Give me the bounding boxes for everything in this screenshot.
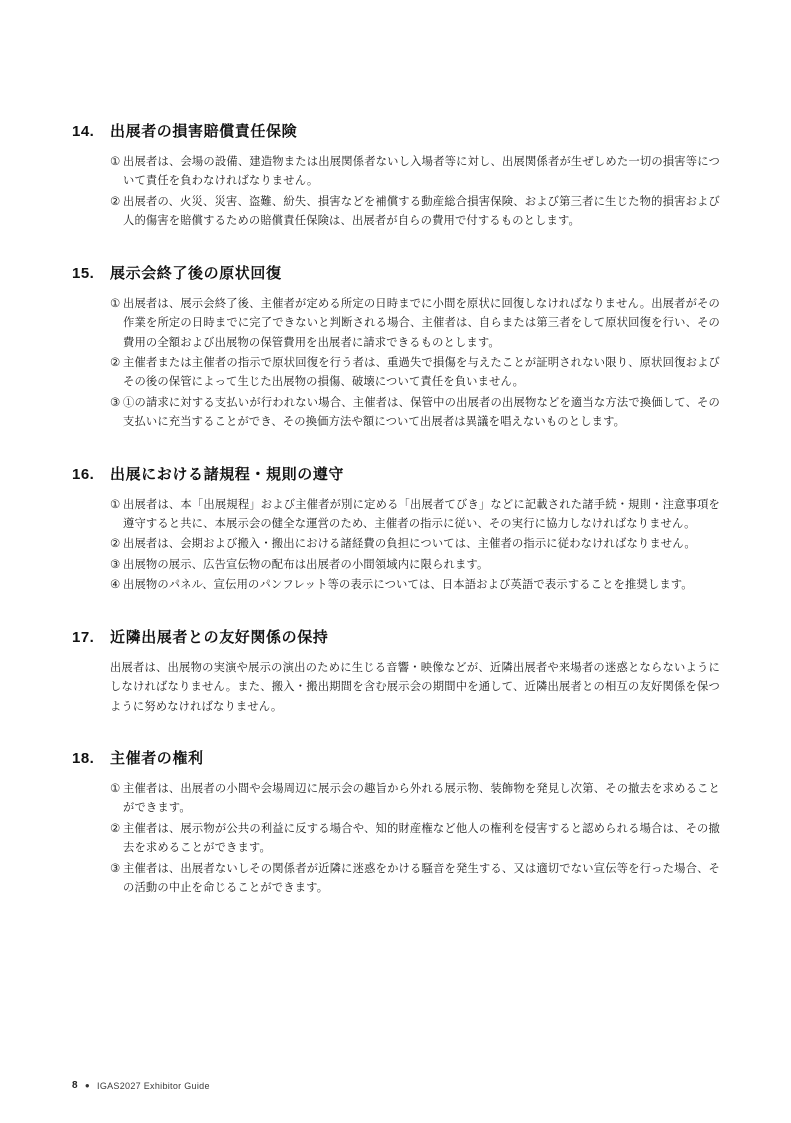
paragraph	[110, 153, 720, 192]
paragraph	[110, 780, 720, 819]
section-title: 出展者の損害賠償責任保険	[110, 123, 298, 140]
section-number: 14.	[72, 123, 95, 140]
paragraph	[110, 860, 720, 899]
paragraph-text: 出展者は、会期および搬入・搬出における諸経費の負担については、主催者の指示に従わなければなりません。	[123, 538, 696, 551]
paragraph	[110, 354, 720, 393]
section-number: 16.	[72, 465, 95, 483]
paragraph	[110, 496, 720, 535]
section-15	[72, 262, 720, 433]
paragraph	[110, 535, 720, 554]
section-title: 出展における諸規程・規則の遵守	[110, 465, 345, 483]
section-heading	[72, 463, 720, 484]
section-heading	[72, 747, 720, 768]
section-heading	[72, 120, 720, 141]
paragraph-marker: ②	[110, 356, 121, 369]
paragraph-text: ①の請求に対する支払いが行われない場合、主催者は、保管中の出展者の出展物などを適当な方法で換価して、その支払いに充当することができ、その換価方法や額について出展者は異議を唱えないものとします。	[123, 396, 720, 429]
paragraph-marker: ①	[110, 156, 121, 168]
bullet-icon: ●	[84, 1081, 91, 1090]
section-17	[72, 626, 720, 717]
paragraph	[110, 556, 720, 575]
paragraph-text: 出展物の展示、広告宣伝物の配布は出展者の小間領域内に限られます。	[123, 558, 489, 571]
section-number: 18.	[72, 750, 95, 768]
section-body	[72, 780, 720, 899]
paragraph-text: 主催者は、出展者の小間や会場周辺に展示会の趣旨から外れる展示物、装飾物を発見し次第、その撤去を求めることができます。	[123, 783, 720, 815]
paragraph	[110, 659, 720, 717]
paragraph-text: 出展物のパネル、宣伝用のパンフレット等の表示については、日本語および英語で表示することを推奨します。	[123, 579, 693, 592]
paragraph	[110, 193, 720, 232]
section-number: 17.	[72, 628, 95, 646]
section-number: 15.	[72, 264, 95, 282]
paragraph	[110, 576, 720, 595]
paragraph-text: 出展者の、火災、災害、盗難、紛失、損害などを補償する動産総合損害保険、および第三者に生じた物的損害および人的傷害を賠償するための賠償責任保険は、出展者が自らの費用で付するものとします。	[123, 195, 720, 228]
paragraph-text: 出展者は、展示会終了後、主催者が定める所定の日時までに小間を原状に回復しなければなりません。出展者がその作業を所定の日時までに完了できないと判断される場合、主催者は、自らまたは第三者をして原状回復を行い、その費用の全額および出展物の保管費用を出展者に請求できるものとします。	[123, 297, 720, 349]
paragraph-marker: ②	[110, 822, 121, 835]
section-14	[72, 120, 720, 232]
paragraph-text: 出展者は、出展物の実演や展示の演出のために生じる音響・映像などが、近隣出展者や来場者の迷惑とならないようにしなければなりません。また、搬入・搬出期間を含む展示会の期間中を通して、近隣出展者との相互の友好関係を保つように努めなければなりません。	[110, 661, 720, 713]
document-content	[72, 120, 720, 899]
section-body	[72, 659, 720, 717]
paragraph-text: 主催者または主催者の指示で原状回復を行う者は、重過失で損傷を与えたことが証明されない限り、原状回復およびその後の保管によって生じた出展物の損傷、破壊について責任を負いません。	[123, 356, 720, 389]
paragraph	[110, 394, 720, 433]
page-footer	[72, 1080, 210, 1091]
paragraph-marker: ③	[110, 862, 121, 875]
paragraph-text: 主催者は、出展者ないしその関係者が近隣に迷惑をかける騒音を発生する、又は適切でない宣伝等を行った場合、その活動の中止を命じることができます。	[123, 862, 720, 895]
footer-text: IGAS2027 Exhibitor Guide	[97, 1080, 210, 1091]
section-16	[72, 463, 720, 596]
paragraph-marker: ①	[110, 498, 121, 511]
section-body	[72, 153, 720, 232]
section-18	[72, 747, 720, 899]
section-title: 主催者の権利	[110, 750, 204, 768]
paragraph-marker: ④	[110, 579, 121, 592]
paragraph-marker: ②	[110, 538, 121, 551]
paragraph-text: 出展者は、会場の設備、建造物または出展関係者ないし入場者等に対し、出展関係者が生ぜしめた一切の損害等について責任を負わなければなりません。	[123, 156, 720, 188]
page-number: 8	[72, 1080, 78, 1091]
section-heading	[72, 626, 720, 647]
section-body	[72, 496, 720, 596]
paragraph-marker: ③	[110, 396, 121, 409]
paragraph-text: 主催者は、展示物が公共の利益に反する場合や、知的財産権など他人の権利を侵害すると認められる場合は、その撤去を求めることができます。	[123, 822, 720, 855]
paragraph-marker: ②	[110, 195, 121, 208]
section-heading	[72, 262, 720, 283]
paragraph-marker: ①	[110, 297, 121, 310]
section-body	[72, 295, 720, 433]
paragraph-marker: ①	[110, 783, 121, 796]
paragraph	[110, 820, 720, 859]
section-title: 近隣出展者との友好関係の保持	[110, 628, 329, 646]
paragraph-text: 出展者は、本「出展規程」および主催者が別に定める「出展者てびき」などに記載された諸手続・規則・注意事項を遵守すると共に、本展示会の健全な運営のため、主催者の指示に従い、その実行に協力しなければなりません。	[123, 498, 720, 531]
paragraph	[110, 295, 720, 353]
paragraph-marker: ③	[110, 558, 121, 571]
section-title: 展示会終了後の原状回復	[110, 264, 282, 282]
